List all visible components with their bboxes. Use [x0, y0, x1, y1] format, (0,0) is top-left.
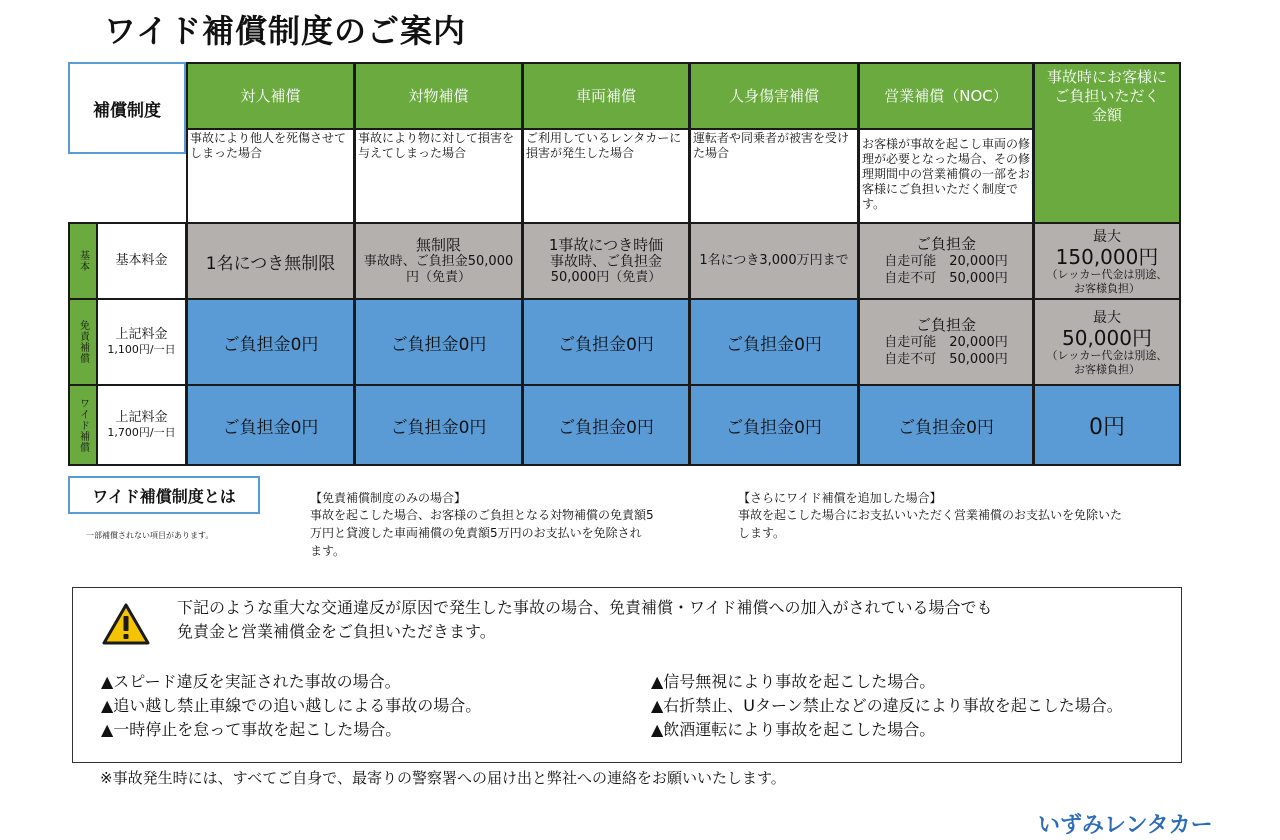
row-tag-kihon: 基本 — [68, 222, 98, 300]
header-burden: 事故時にお客様に ご負担いただく 金額 — [1033, 62, 1181, 224]
notice-left-list — [101, 670, 481, 742]
desc-jinshin: 運転者や同乗者が被害を受けた場合 — [689, 128, 859, 224]
kihon-taijin: 1名につき無制限 — [186, 222, 355, 300]
menseki-sharyo: ご負担金0円 — [522, 298, 690, 386]
desc-noc: お客様が事故を起こし車両の修理が必要となった場合、その修理期間中の営業補償の一部をお客様にご負担いただく制度です。 — [858, 128, 1034, 224]
menseki-jinshin: ご負担金0円 — [689, 298, 859, 386]
page-title: ワイド補償制度のご案内 — [104, 12, 467, 50]
warning-notice — [72, 587, 1182, 763]
partial-note: 一部補償されない項目があります。 — [86, 531, 214, 540]
corner-label: 補償制度 — [68, 62, 186, 154]
wide-label-box: ワイド補償制度とは — [68, 476, 260, 514]
row-tag-wide: ワイド補償 — [68, 384, 98, 466]
notice-right-list — [651, 670, 1123, 742]
wide-burden: 0円 — [1033, 384, 1181, 466]
section-menseki: 【免責補償制度のみの場合】 事故を起こした場合、お客様のご負担となる対物補償の免責額5 万円と貸渡した車両補償の免責額5万円のお支払いを免除され ます。 — [310, 490, 710, 560]
list-item: ▲スピード違反を実証された事故の場合。 — [101, 672, 401, 691]
menseki-noc: ご負担金 自走可能 20,000円 自走不可 50,000円 — [858, 298, 1034, 386]
header-sharyo: 車両補償 — [522, 62, 690, 130]
footer-note: ※事故発生時には、すべてご自身で、最寄りの警察署への届け出と弊社への連絡をお願いいたします。 — [100, 769, 786, 787]
desc-sharyo: ご利用しているレンタカーに損害が発生した場合 — [522, 128, 690, 224]
header-jinshin: 人身傷害補償 — [689, 62, 859, 130]
desc-taijin: 事故により他人を死傷させてしまった場合 — [186, 128, 355, 224]
wide-taibutsu: ご負担金0円 — [354, 384, 523, 466]
menseki-taijin: ご負担金0円 — [186, 298, 355, 386]
header-noc: 営業補償（NOC） — [858, 62, 1034, 130]
list-item: ▲信号無視により事故を起こした場合。 — [651, 672, 936, 691]
row-tag-menseki: 免責補償 — [68, 298, 98, 386]
header-taibutsu: 対物補償 — [354, 62, 523, 130]
brand-logo-text: いずみレンタカー — [1038, 813, 1213, 838]
header-taijin: 対人補償 — [186, 62, 355, 130]
wide-taijin: ご負担金0円 — [186, 384, 355, 466]
warning-icon — [101, 602, 151, 646]
kihon-sharyo: 1事故につき時価 事故時、ご負担金 50,000円（免責） — [522, 222, 690, 300]
row-fee-wide: 上記料金 1,700円/一日 — [96, 384, 187, 466]
kihon-burden: 最大 150,000円 （レッカー代金は別途、 お客様負担） — [1033, 222, 1181, 300]
section-wide: 【さらにワイド補償を追加した場合】 事故を起こした場合にお支払いいただく営業補償のお支払いを免除いた します。 — [738, 490, 1178, 542]
wide-sharyo: ご負担金0円 — [522, 384, 690, 466]
menseki-burden: 最大 50,000円 （レッカー代金は別途、 お客様負担） — [1033, 298, 1181, 386]
row-fee-kihon: 基本料金 — [96, 222, 187, 300]
list-item: ▲右折禁止、Uターン禁止などの違反により事故を起こした場合。 — [651, 696, 1123, 715]
kihon-noc: ご負担金 自走可能 20,000円 自走不可 50,000円 — [858, 222, 1034, 300]
kihon-taibutsu: 無制限 事故時、ご負担金50,000 円（免責） — [354, 222, 523, 300]
wide-noc: ご負担金0円 — [858, 384, 1034, 466]
desc-taibutsu: 事故により物に対して損害を与えてしまった場合 — [354, 128, 523, 224]
section-wide-title: 【さらにワイド補償を追加した場合】 — [738, 491, 942, 505]
menseki-taibutsu: ご負担金0円 — [354, 298, 523, 386]
list-item: ▲飲酒運転により事故を起こした場合。 — [651, 720, 936, 739]
notice-intro: 下記のような重大な交通違反が原因で発生した事故の場合、免責補償・ワイド補償への加入がされている場合でも 免責金と営業補償金をご負担いただきます。 — [177, 598, 993, 641]
section-menseki-title: 【免責補償制度のみの場合】 — [310, 491, 467, 505]
row-fee-menseki: 上記料金 1,100円/一日 — [96, 298, 187, 386]
kihon-jinshin: 1名につき3,000万円まで — [689, 222, 859, 300]
list-item: ▲一時停止を怠って事故を起こした場合。 — [101, 720, 402, 739]
wide-jinshin: ご負担金0円 — [689, 384, 859, 466]
coverage-table — [68, 62, 1181, 466]
list-item: ▲追い越し禁止車線での追い越しによる事故の場合。 — [101, 696, 482, 715]
